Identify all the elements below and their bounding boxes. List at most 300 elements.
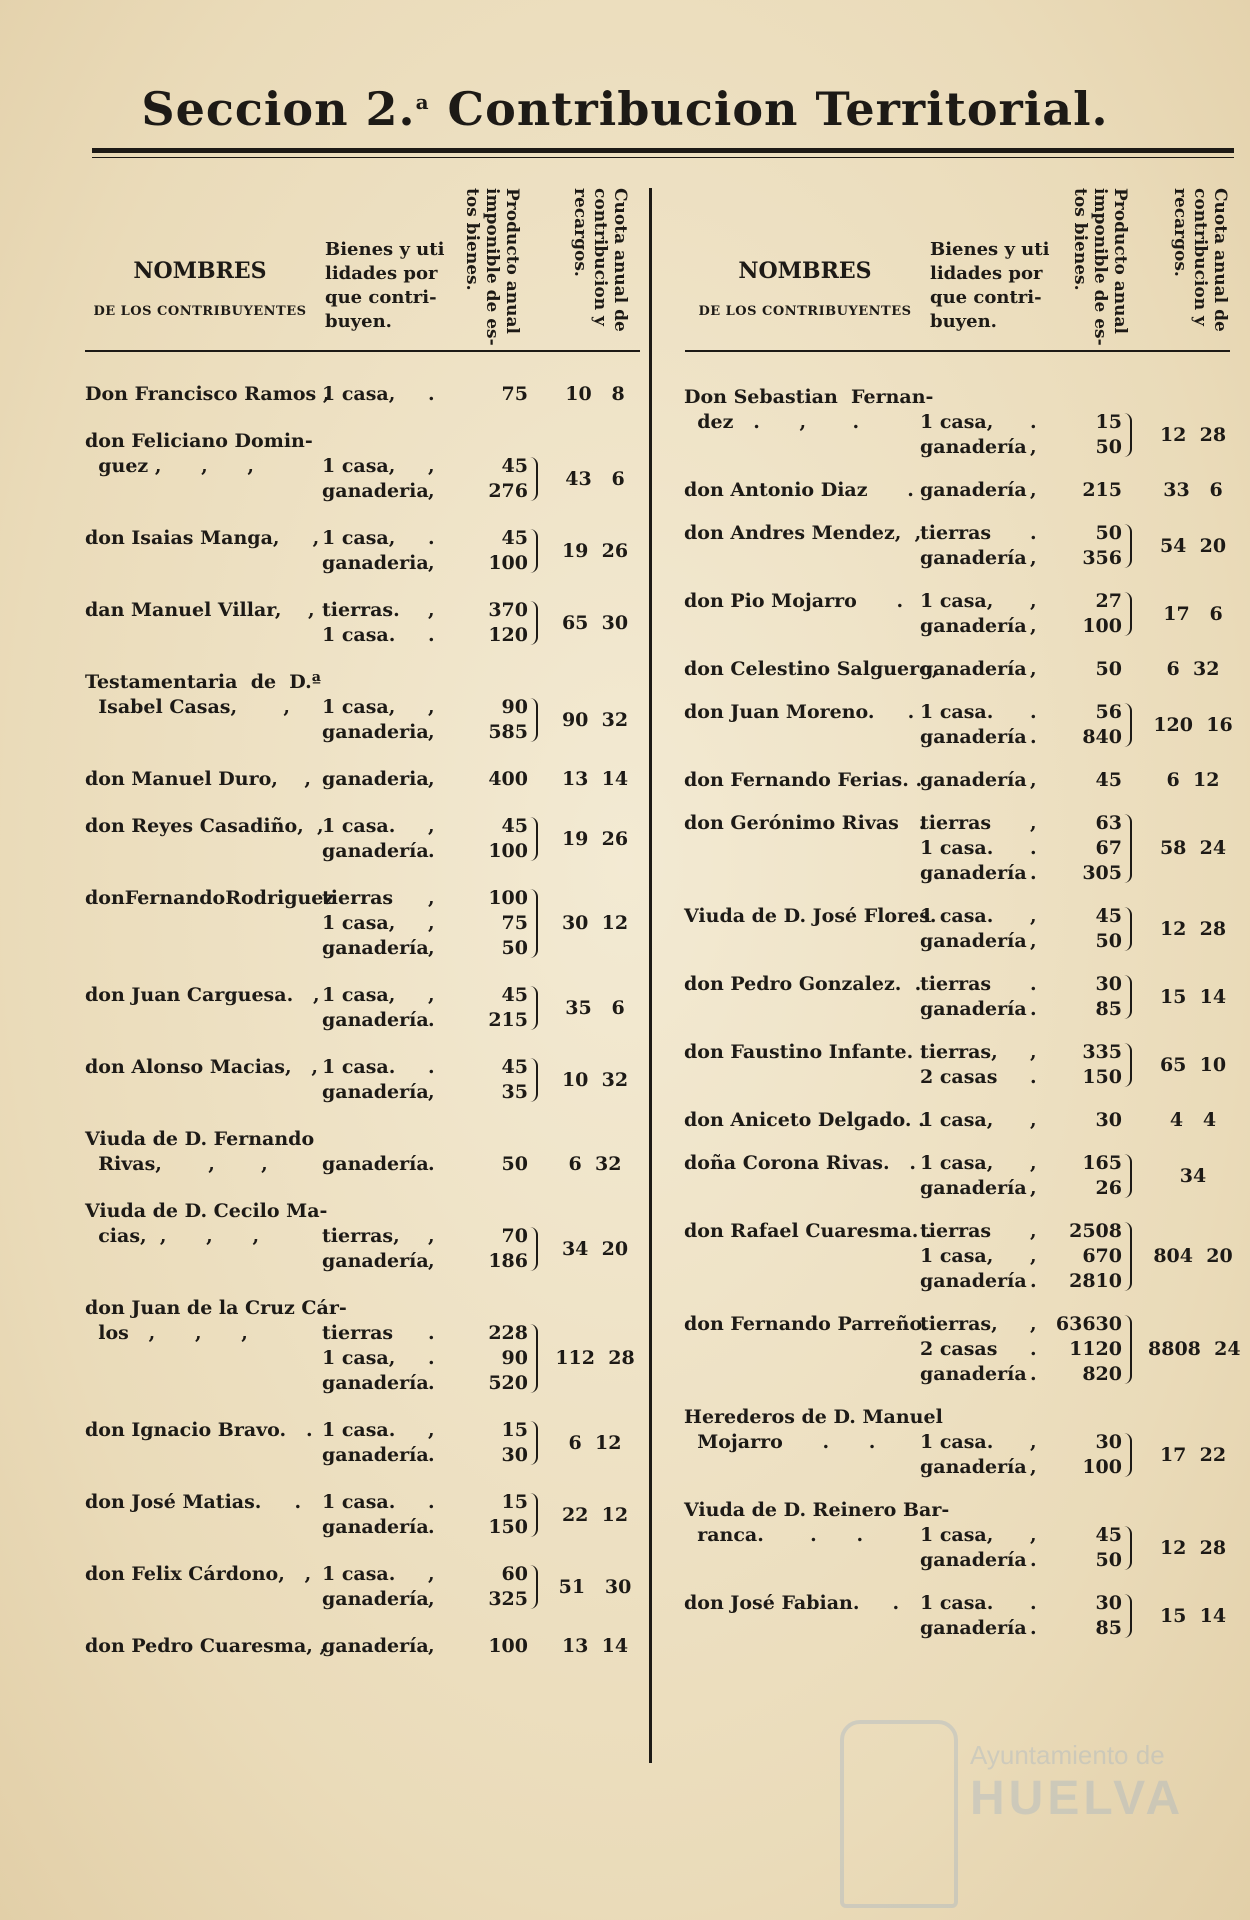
- leader-mark: ,: [428, 1250, 435, 1272]
- asset-type: tierras: [322, 887, 394, 909]
- annual-product: 30: [1095, 1109, 1122, 1131]
- asset-type: 1 casa.: [322, 1563, 396, 1585]
- annual-quota: 10 8: [565, 383, 625, 405]
- asset-type: tierras: [322, 1322, 394, 1344]
- leader-mark: .: [1030, 1617, 1037, 1639]
- leader-mark: ,: [1030, 1313, 1037, 1335]
- leader-mark: ,: [1030, 812, 1037, 834]
- asset-type: 1 casa,: [322, 455, 396, 477]
- annual-product: 228: [488, 1322, 528, 1344]
- contributor-name: don Alonso Macias, ,: [85, 1056, 319, 1078]
- asset-type: 1 casa,: [920, 1109, 994, 1131]
- annual-product: 100: [488, 1635, 528, 1657]
- asset-type: tierras: [920, 812, 992, 834]
- annual-quota: 34: [1179, 1164, 1207, 1187]
- annual-product: 75: [501, 912, 528, 934]
- annual-product: 325: [488, 1588, 528, 1610]
- asset-type: 1 casa,: [322, 383, 396, 405]
- asset-type: ganadería: [920, 1177, 1027, 1199]
- leader-mark: ,: [1030, 1177, 1037, 1199]
- asset-type: ganadería: [920, 479, 1027, 501]
- annual-product: 45: [1095, 769, 1122, 791]
- contributor-name: don Isaias Manga, ,: [85, 527, 320, 549]
- grouping-brace: [1124, 1594, 1132, 1638]
- asset-type: 1 casa.: [920, 701, 994, 723]
- grouping-brace: [530, 1565, 538, 1609]
- grouping-brace: [530, 1058, 538, 1102]
- annual-quota: 51 30: [558, 1575, 632, 1598]
- annual-product: 100: [1082, 615, 1122, 637]
- leader-mark: .: [428, 1444, 435, 1466]
- annual-quota: 6 32: [568, 1153, 622, 1175]
- left-header-bienes: Bienes y uti lidades por que contri- buyen.: [325, 239, 445, 332]
- leader-mark: ,: [428, 599, 435, 621]
- asset-type: 1 casa.: [322, 815, 396, 837]
- annual-product: 165: [1082, 1152, 1122, 1174]
- leader-mark: .: [1030, 411, 1037, 433]
- annual-product: 75: [501, 383, 528, 405]
- contributor-name: Don Francisco Ramos ,: [85, 383, 330, 405]
- leader-mark: ,: [428, 1419, 435, 1441]
- annual-product: 45: [1095, 905, 1122, 927]
- grouping-brace: [1124, 524, 1132, 568]
- contributor-name: don Juan de la Cruz Cár- los , , ,: [85, 1297, 347, 1344]
- grouping-brace: [530, 601, 538, 645]
- asset-type: ganadería: [322, 840, 429, 862]
- leader-mark: .: [1030, 1338, 1037, 1360]
- asset-type: 1 casa,: [322, 984, 396, 1006]
- annual-product: 60: [501, 1563, 528, 1585]
- leader-mark: ,: [1030, 1524, 1037, 1546]
- asset-type: 1 casa,: [920, 1524, 994, 1546]
- annual-quota: 33 6: [1163, 479, 1223, 501]
- annual-quota: 65 10: [1159, 1053, 1227, 1076]
- annual-product: 45: [501, 815, 528, 837]
- asset-type: ganadería: [920, 1270, 1027, 1292]
- asset-type: 1 casa,: [322, 1347, 396, 1369]
- leader-mark: ,: [428, 937, 435, 959]
- grouping-brace: [530, 817, 538, 861]
- annual-product: 45: [501, 527, 528, 549]
- asset-type: 1 casa.: [322, 624, 396, 646]
- annual-product: 50: [1095, 1549, 1122, 1571]
- annual-product: 585: [488, 721, 528, 743]
- asset-type: tierras: [920, 522, 992, 544]
- grouping-brace: [530, 529, 538, 573]
- contributor-name: Viuda de D. Fernando Rivas, , ,: [85, 1128, 315, 1175]
- leader-mark: ,: [1030, 547, 1037, 569]
- annual-product: 35: [501, 1081, 528, 1103]
- annual-product: 150: [1082, 1066, 1122, 1088]
- annual-product: 30: [1095, 1592, 1122, 1614]
- annual-product: 50: [501, 937, 528, 959]
- grouping-brace: [530, 1324, 538, 1393]
- contributor-name: don Aniceto Delgado. .: [684, 1109, 925, 1131]
- annual-quota: 34 20: [561, 1237, 629, 1260]
- leader-mark: .: [1030, 973, 1037, 995]
- grouping-brace: [1124, 703, 1132, 747]
- asset-type: tierras,: [920, 1041, 998, 1063]
- contributor-name: don José Matias. .: [85, 1491, 302, 1513]
- asset-type: ganadería: [322, 937, 429, 959]
- grouping-brace: [1124, 1526, 1132, 1570]
- leader-mark: ,: [428, 984, 435, 1006]
- leader-mark: .: [1030, 522, 1037, 544]
- annual-quota: 17 6: [1163, 602, 1223, 625]
- annual-quota: 22 12: [561, 1503, 629, 1526]
- leader-mark: ,: [428, 696, 435, 718]
- annual-product: 100: [488, 552, 528, 574]
- asset-type: ganadería: [322, 1444, 429, 1466]
- asset-type: ganadería: [322, 1372, 429, 1394]
- leader-mark: ,: [428, 768, 435, 790]
- asset-type: ganadería: [920, 930, 1027, 952]
- annual-quota: 58 24: [1159, 837, 1227, 859]
- annual-product: 820: [1082, 1363, 1122, 1385]
- leader-mark: ,: [428, 1563, 435, 1585]
- annual-quota: 30 12: [561, 912, 629, 934]
- leader-mark: .: [428, 1153, 435, 1175]
- contributor-name: don Fernando Parreño.: [684, 1313, 929, 1335]
- leader-mark: .: [428, 383, 435, 405]
- left-header-rule: [85, 350, 640, 352]
- annual-quota: 35 6: [565, 996, 625, 1019]
- annual-product: 100: [488, 840, 528, 862]
- leader-mark: ,: [428, 912, 435, 934]
- annual-quota: 12 28: [1159, 1536, 1227, 1559]
- grouping-brace: [530, 1493, 538, 1537]
- annual-product: 90: [501, 696, 528, 718]
- annual-product: 45: [1095, 1524, 1122, 1546]
- left-header-cuota: Cuota anual de contribucion y recargos.: [570, 188, 630, 332]
- asset-type: ganadería: [322, 1635, 429, 1657]
- annual-product: 85: [1095, 998, 1122, 1020]
- annual-product: 45: [501, 455, 528, 477]
- leader-mark: ,: [1030, 1220, 1037, 1242]
- annual-product: 356: [1082, 547, 1122, 569]
- annual-quota: 6 32: [1166, 658, 1220, 680]
- contributor-name: Viuda de D. Cecilo Ma- cias, , , ,: [85, 1200, 328, 1247]
- leader-mark: ,: [1030, 615, 1037, 637]
- annual-product: 370: [488, 599, 528, 621]
- annual-product: 215: [488, 1009, 528, 1031]
- contributor-name: don Faustino Infante. .: [684, 1041, 927, 1063]
- left-header-producto: Producto anual imponible de es- tos bienes.: [462, 188, 522, 346]
- grouping-brace: [1124, 1043, 1132, 1087]
- column-divider: [649, 188, 652, 1763]
- grouping-brace: [1124, 1315, 1132, 1384]
- leader-mark: ,: [1030, 436, 1037, 458]
- asset-type: ganadería: [920, 1549, 1027, 1571]
- annual-product: 45: [501, 1056, 528, 1078]
- annual-quota: 17 22: [1159, 1443, 1227, 1466]
- asset-type: 2 casas: [920, 1066, 998, 1088]
- annual-product: 26: [1095, 1177, 1122, 1199]
- asset-type: 1 casa.: [920, 1431, 994, 1453]
- annual-product: 150: [488, 1516, 528, 1538]
- contributor-name: don Pedro Cuaresma, ,: [85, 1635, 327, 1657]
- contributor-name: dan Manuel Villar, ,: [85, 599, 315, 621]
- annual-product: 56: [1095, 701, 1122, 723]
- contributor-name: don Reyes Casadiño, ,: [85, 815, 324, 837]
- leader-mark: .: [1030, 1270, 1037, 1292]
- leader-mark: ,: [1030, 1245, 1037, 1267]
- asset-type: ganadería: [920, 547, 1027, 569]
- annual-product: 30: [501, 1444, 528, 1466]
- leader-mark: .: [1030, 1549, 1037, 1571]
- leader-mark: .: [1030, 998, 1037, 1020]
- contributor-name: don José Fabian. .: [684, 1592, 900, 1614]
- grouping-brace: [530, 1227, 538, 1271]
- leader-mark: ,: [1030, 1109, 1037, 1131]
- asset-type: 1 casa,: [322, 912, 396, 934]
- leader-mark: ,: [428, 1225, 435, 1247]
- grouping-brace: [1124, 907, 1132, 951]
- leader-mark: .: [1030, 726, 1037, 748]
- annual-product: 90: [501, 1347, 528, 1369]
- annual-product: 276: [488, 480, 528, 502]
- left-header-names: NOMBRES DE LOS CONTRIBUYENTES: [93, 258, 307, 319]
- annual-product: 120: [488, 624, 528, 646]
- annual-product: 100: [488, 887, 528, 909]
- leader-mark: .: [428, 527, 435, 549]
- asset-type: ganadería: [920, 726, 1027, 748]
- annual-product: 50: [1095, 522, 1122, 544]
- annual-product: 400: [488, 768, 528, 790]
- annual-quota: 112 28: [555, 1347, 635, 1369]
- contributor-name: don Celestino Salguero,: [684, 658, 939, 680]
- leader-mark: ,: [428, 480, 435, 502]
- leader-mark: ,: [428, 1081, 435, 1103]
- contributor-name: Don Sebastian Fernan- dez . , .: [684, 386, 934, 433]
- annual-quota: 10 32: [561, 1068, 629, 1091]
- asset-type: ganadería: [920, 436, 1027, 458]
- asset-type: ganaderia: [322, 768, 429, 790]
- contributor-name: don Antonio Diaz .: [684, 479, 914, 501]
- annual-quota: 6 12: [568, 1431, 622, 1454]
- annual-product: 840: [1082, 726, 1122, 748]
- asset-type: tierras,: [322, 1225, 400, 1247]
- leader-mark: ,: [1030, 905, 1037, 927]
- page-title: Seccion 2.$^a$ Contribucion Territorial.: [141, 82, 1109, 136]
- asset-type: ganadería: [322, 1009, 429, 1031]
- leader-mark: .: [1030, 837, 1037, 859]
- contributor-name: Herederos de D. Manuel Mojarro . .: [684, 1406, 943, 1453]
- contributor-name: don Juan Moreno. .: [684, 701, 915, 723]
- coat-of-arms-icon: [840, 1720, 958, 1908]
- grouping-brace: [1124, 814, 1132, 883]
- contributor-name: doña Corona Rivas. .: [684, 1152, 917, 1174]
- asset-type: 1 casa,: [920, 1152, 994, 1174]
- asset-type: tierras: [920, 1220, 992, 1242]
- contributor-name: don Feliciano Domin- guez , , ,: [85, 430, 313, 477]
- leader-mark: .: [428, 1322, 435, 1344]
- contributor-name: don Juan Carguesa. ,: [85, 984, 320, 1006]
- leader-mark: ,: [1030, 590, 1037, 612]
- annual-product: 30: [1095, 1431, 1122, 1453]
- contributor-name: Viuda de D. José Flores.: [684, 905, 937, 927]
- annual-product: 30: [1095, 973, 1122, 995]
- asset-type: 1 casa,: [920, 590, 994, 612]
- leader-mark: .: [428, 1372, 435, 1394]
- leader-mark: .: [1030, 1363, 1037, 1385]
- contributor-name: don Ignacio Bravo. .: [85, 1419, 313, 1441]
- annual-product: 520: [488, 1372, 528, 1394]
- leader-mark: .: [428, 1516, 435, 1538]
- asset-type: 2 casas: [920, 1338, 998, 1360]
- asset-type: ganaderia: [322, 552, 429, 574]
- contributor-name: don Pio Mojarro .: [684, 590, 904, 612]
- grouping-brace: [1124, 413, 1132, 457]
- leader-mark: ,: [428, 815, 435, 837]
- asset-type: ganadería: [322, 1588, 429, 1610]
- leader-mark: ,: [1030, 1152, 1037, 1174]
- leader-mark: ,: [428, 1588, 435, 1610]
- annual-product: 70: [501, 1225, 528, 1247]
- annual-quota: 15 14: [1159, 985, 1227, 1008]
- title-rule-thin: [92, 157, 1234, 158]
- annual-product: 2810: [1069, 1270, 1122, 1292]
- annual-product: 670: [1082, 1245, 1122, 1267]
- annual-product: 50: [1095, 930, 1122, 952]
- asset-type: ganadería: [920, 1617, 1027, 1639]
- title-rule: [92, 148, 1234, 153]
- annual-product: 186: [488, 1250, 528, 1272]
- leader-mark: .: [1030, 701, 1037, 723]
- leader-mark: ,: [1030, 1431, 1037, 1453]
- grouping-brace: [1124, 1222, 1132, 1291]
- contributor-name: don Fernando Ferias. .: [684, 769, 923, 791]
- annual-product: 50: [1095, 436, 1122, 458]
- watermark: [830, 1720, 1230, 1910]
- asset-type: ganaderia: [322, 721, 429, 743]
- grouping-brace: [530, 889, 538, 958]
- asset-type: 1 casa,: [322, 527, 396, 549]
- annual-product: 50: [501, 1153, 528, 1175]
- watermark-line1: Ayuntamiento de: [970, 1740, 1165, 1770]
- annual-product: 100: [1082, 1456, 1122, 1478]
- asset-type: tierras: [920, 973, 992, 995]
- annual-quota: 90 32: [561, 708, 629, 731]
- contributor-name: Viuda de D. Reinero Bar- ranca. . .: [684, 1499, 950, 1546]
- asset-type: 1 casa.: [322, 1419, 396, 1441]
- asset-type: ganadería: [322, 1153, 429, 1175]
- contributor-name: don Andres Mendez, ,: [684, 522, 922, 544]
- leader-mark: ,: [1030, 479, 1037, 501]
- annual-product: 305: [1082, 862, 1122, 884]
- asset-type: 1 casa,: [920, 411, 994, 433]
- annual-product: 215: [1082, 479, 1122, 501]
- asset-type: ganadería: [920, 1456, 1027, 1478]
- grouping-brace: [530, 986, 538, 1030]
- annual-product: 1120: [1069, 1338, 1122, 1360]
- annual-quota: 12 28: [1159, 423, 1227, 446]
- annual-product: 67: [1095, 837, 1122, 859]
- annual-product: 50: [1095, 658, 1122, 680]
- asset-type: 1 casa.: [920, 837, 994, 859]
- contributor-name: Testamentaria de D.ª Isabel Casas, ,: [85, 671, 321, 718]
- annual-product: 15: [501, 1419, 528, 1441]
- asset-type: ganadería: [322, 1516, 429, 1538]
- leader-mark: ,: [428, 887, 435, 909]
- leader-mark: ,: [1030, 1456, 1037, 1478]
- annual-product: 27: [1095, 590, 1122, 612]
- asset-type: 1 casa,: [920, 1245, 994, 1267]
- leader-mark: .: [428, 1056, 435, 1078]
- annual-quota: 12 28: [1159, 917, 1227, 940]
- leader-mark: .: [1030, 1592, 1037, 1614]
- asset-type: ganadería: [920, 769, 1027, 791]
- leader-mark: ,: [1030, 658, 1037, 680]
- asset-type: ganadería: [920, 862, 1027, 884]
- annual-quota: 65 30: [561, 611, 629, 634]
- right-header-producto: Producto anual imponible de es- tos bienes.: [1070, 188, 1130, 346]
- leader-mark: ,: [1030, 1041, 1037, 1063]
- annual-product: 15: [501, 1491, 528, 1513]
- grouping-brace: [1124, 1154, 1132, 1198]
- annual-quota: 4 4: [1169, 1109, 1217, 1131]
- annual-quota: 54 20: [1159, 534, 1227, 557]
- annual-product: 63630: [1055, 1313, 1122, 1335]
- contributor-name: don Pedro Gonzalez. .: [684, 973, 922, 995]
- leader-mark: ,: [1030, 930, 1037, 952]
- annual-quota: 120 16: [1153, 713, 1233, 736]
- contributor-name: don Manuel Duro, ,: [85, 768, 311, 790]
- annual-product: 15: [1095, 411, 1122, 433]
- annual-product: 2508: [1069, 1220, 1122, 1242]
- annual-quota: 13 14: [561, 1635, 629, 1657]
- asset-type: tierras.: [322, 599, 400, 621]
- annual-product: 85: [1095, 1617, 1122, 1639]
- asset-type: tierras,: [920, 1313, 998, 1335]
- annual-quota: 6 12: [1166, 769, 1220, 791]
- right-header-cuota: Cuota anual de contribucion y recargos.: [1170, 188, 1230, 332]
- right-header-names: NOMBRES DE LOS CONTRIBUYENTES: [698, 258, 912, 319]
- annual-product: 63: [1095, 812, 1122, 834]
- contributor-name: donFernandoRodriguez: [85, 887, 335, 909]
- leader-mark: .: [428, 1009, 435, 1031]
- grouping-brace: [530, 1421, 538, 1465]
- annual-quota: 13 14: [561, 768, 629, 790]
- leader-mark: .: [428, 840, 435, 862]
- leader-mark: .: [428, 1347, 435, 1369]
- asset-type: ganaderia: [322, 480, 429, 502]
- leader-mark: .: [428, 1491, 435, 1513]
- leader-mark: .: [1030, 862, 1037, 884]
- contributor-name: don Felix Cárdono, ,: [85, 1563, 312, 1585]
- asset-type: ganadería: [920, 658, 1027, 680]
- right-header-bienes: Bienes y uti lidades por que contri- buyen.: [930, 239, 1050, 332]
- asset-type: 1 casa.: [322, 1491, 396, 1513]
- leader-mark: ,: [428, 455, 435, 477]
- annual-quota: 8808 24: [1148, 1338, 1241, 1360]
- asset-type: ganadería: [920, 1363, 1027, 1385]
- leader-mark: ,: [428, 552, 435, 574]
- asset-type: 1 casa.: [920, 905, 994, 927]
- asset-type: ganadería: [920, 998, 1027, 1020]
- asset-type: ganadería: [920, 615, 1027, 637]
- leader-mark: ,: [1030, 769, 1037, 791]
- leader-mark: .: [428, 624, 435, 646]
- annual-product: 45: [501, 984, 528, 1006]
- annual-quota: 804 20: [1153, 1245, 1233, 1267]
- leader-mark: ,: [428, 721, 435, 743]
- asset-type: 1 casa.: [322, 1056, 396, 1078]
- leader-mark: ,: [428, 1635, 435, 1657]
- asset-type: 1 casa.: [920, 1592, 994, 1614]
- leader-mark: .: [1030, 1066, 1037, 1088]
- grouping-brace: [530, 698, 538, 742]
